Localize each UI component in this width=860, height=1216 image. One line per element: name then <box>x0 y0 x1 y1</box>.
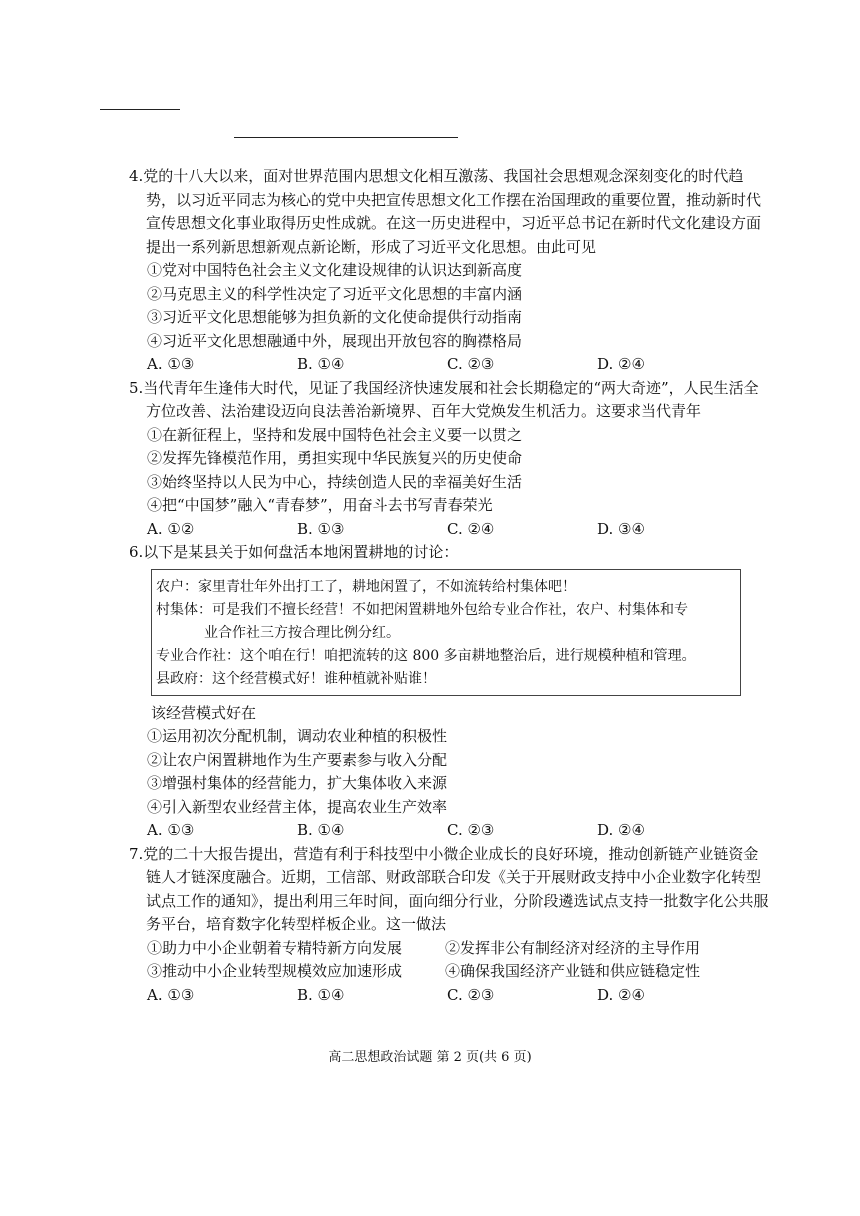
question-5-option-3: ③始终坚持以人民为中心，持续创造人民的幸福美好生活 <box>147 472 523 491</box>
question-5 <box>129 377 769 542</box>
question-content <box>129 165 769 1007</box>
question-4-choices <box>129 353 769 377</box>
choice-d[interactable]: D. ③④ <box>597 519 645 538</box>
village-statement: 村集体：可是我们不擅长经营！不如把闲置耕地外包给专业合作社，农户、村集体和专 <box>156 601 688 618</box>
choice-a[interactable]: A. ①③ <box>147 821 195 839</box>
choice-c[interactable]: C. ②③ <box>447 821 495 839</box>
blank-line-2 <box>234 137 458 138</box>
question-4-option-2: ②马克思主义的科学性决定了习近平文化思想的丰富内涵 <box>147 284 523 303</box>
question-7-option-3: ③推动中小企业转型规模效应加速形成 <box>147 962 403 980</box>
question-7-option-2: ②发挥非公有制经济对经济的主导作用 <box>445 938 701 957</box>
question-4 <box>129 165 769 377</box>
question-5-stem: 5.当代青年生逢伟大时代，见证了我国经济快速发展和社会长期稳定的“两大奇迹”，人民生活全方位改善、法治建设迈向良法善治新境界、百年大党焕发生机活力。这要求当代青年 <box>129 378 759 420</box>
choice-b[interactable]: B. ①④ <box>297 355 345 373</box>
question-7-options-row-2 <box>129 960 769 984</box>
choice-a[interactable]: A. ①③ <box>147 355 195 373</box>
question-6-stem: 6.以下是某县关于如何盘活本地闲置耕地的讨论： <box>129 543 459 561</box>
choice-c[interactable]: C. ②③ <box>447 355 495 373</box>
county-statement: 县政府：这个经营模式好！谁种植就补贴谁！ <box>156 670 436 687</box>
blank-line-1 <box>100 109 180 110</box>
choice-d[interactable]: D. ②④ <box>597 355 645 373</box>
choice-b[interactable]: B. ①③ <box>297 519 345 538</box>
question-5-option-1: ①在新征程上，坚持和发展中国特色社会主义要一以贯之 <box>147 425 523 444</box>
question-5-option-4: ④把“中国梦”融入“青春梦”，用奋斗去书写青春荣光 <box>147 496 493 514</box>
cooperative-statement: 专业合作社：这个咱在行！咱把流转的这 800 多亩耕地整治后，进行规模种植和管理。 <box>156 647 696 664</box>
question-7-choices <box>129 984 769 1008</box>
choice-b[interactable]: B. ①④ <box>297 985 345 1004</box>
choice-c[interactable]: C. ②④ <box>447 519 495 538</box>
question-5-choices <box>129 518 769 542</box>
question-7-options-row-1 <box>129 937 769 961</box>
question-6-option-2: ②让农户闲置耕地作为生产要素参与收入分配 <box>147 750 448 769</box>
choice-d[interactable]: D. ②④ <box>597 985 645 1004</box>
question-6-choices <box>129 819 769 843</box>
choice-b[interactable]: B. ①④ <box>297 821 345 839</box>
choice-a[interactable]: A. ①③ <box>147 985 195 1004</box>
question-4-option-3: ③习近平文化思想能够为担负新的文化使命提供行动指南 <box>147 308 523 326</box>
question-5-option-2: ②发挥先锋模范作用，勇担实现中华民族复兴的历史使命 <box>147 449 523 467</box>
question-4-option-4: ④习近平文化思想融通中外，展现出开放包容的胸襟格局 <box>147 331 523 350</box>
choice-a[interactable]: A. ①② <box>147 519 195 538</box>
farmer-statement: 农户：家里青壮年外出打工了，耕地闲置了，不如流转给村集体吧！ <box>156 578 576 595</box>
village-statement-continued: 业合作社三方按合理比例分红。 <box>204 624 400 641</box>
question-4-option-1: ①党对中国特色社会主义文化建设规律的认识达到新高度 <box>147 261 523 279</box>
question-6-option-1: ①运用初次分配机制，调动农业种植的积极性 <box>147 727 448 745</box>
question-4-stem: 4.党的十八大以来，面对世界范围内思想文化相互激荡、我国社会思想观念深刻变化的时代趋势，以习近平同志为核心的党中央把宣传思想文化工作摆在治国理政的重要位置，推动新时代宣传思想文化事业取得历史性成就。在这一历史进程中，习近平总书记在新时代文化建设方面提出一系列新思想新观点新论断，形成了习近平文化思想。由此可见 <box>129 167 762 256</box>
question-6 <box>129 541 769 843</box>
discussion-box <box>151 569 741 696</box>
question-7 <box>129 843 769 1008</box>
question-6-option-4: ④引入新型农业经营主体，提高农业生产效率 <box>147 797 448 816</box>
question-7-option-1: ①助力中小企业朝着专精特新方向发展 <box>147 938 403 957</box>
choice-d[interactable]: D. ②④ <box>597 821 645 839</box>
question-7-stem: 7.党的二十大报告提出，营造有利于科技型中小微企业成长的良好环境，推动创新链产业链资金链人才链深度融合。近期，工信部、财政部联合印发《关于开展财政支持中小企业数字化转型试点工作的通知》，提出利用三年时间，面向细分行业，分阶段遴选试点支持一批数字化公共服务平台，培育数字化转型样板企业。这一做法 <box>129 844 769 933</box>
choice-c[interactable]: C. ②③ <box>447 985 495 1004</box>
question-6-option-3: ③增强村集体的经营能力，扩大集体收入来源 <box>147 774 448 792</box>
question-6-lead: 该经营模式好在 <box>151 703 257 722</box>
page-footer: 高二思想政治试题 第 2 页(共 6 页) <box>328 1050 532 1065</box>
question-7-option-4: ④确保我国经济产业链和供应链稳定性 <box>445 962 701 980</box>
